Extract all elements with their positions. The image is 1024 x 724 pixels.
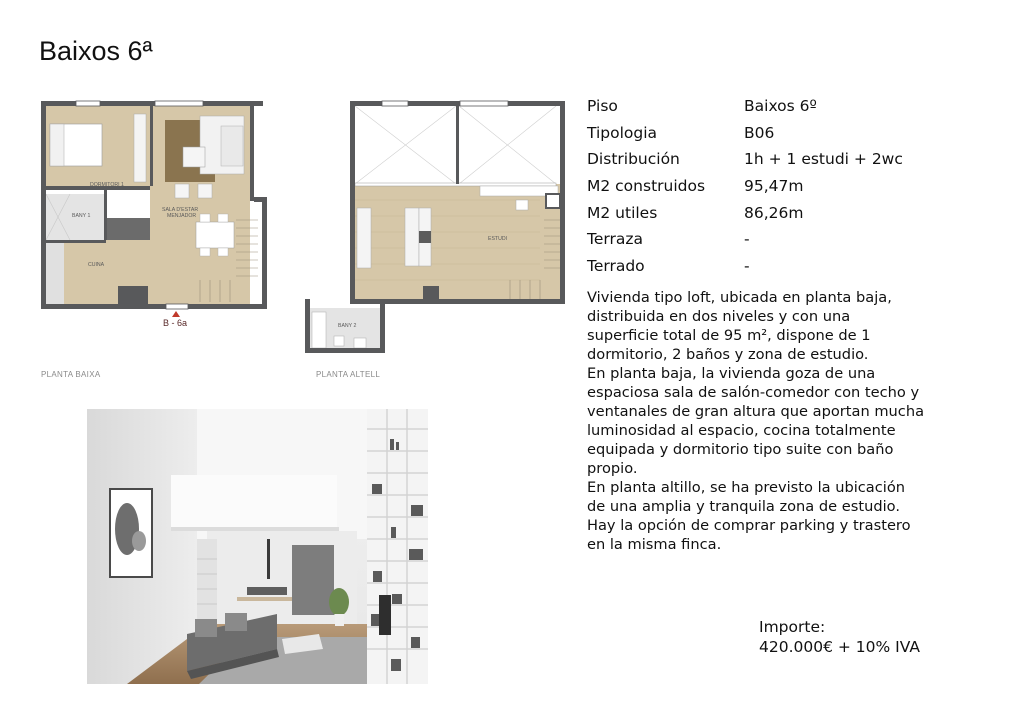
spec-row-distribucion	[587, 146, 967, 173]
spec-row-m2-construidos	[587, 173, 967, 200]
room-label-sala: SALA D'ESTAR	[162, 207, 199, 213]
description-line: distribuida en dos niveles y con una	[587, 308, 851, 325]
description-line: luminosidad al espacio, cocina totalmente	[587, 422, 896, 439]
spec-label: Piso	[587, 97, 618, 116]
interior-render	[87, 409, 428, 684]
mezzanine-plan	[305, 101, 565, 353]
description-line: propio.	[587, 460, 638, 477]
spec-row-terrado	[587, 253, 967, 280]
description-line: En planta altillo, se ha previsto la ubicación	[587, 479, 905, 496]
spec-value: -	[744, 230, 750, 249]
description-line: En planta baja, la vivienda goza de una	[587, 365, 876, 382]
price-label: Importe:	[759, 618, 826, 636]
price-value: 420.000€ + 10% IVA	[759, 638, 920, 656]
spec-value: 86,26m	[744, 203, 804, 222]
description-line: equipada y dormitorio tipo suite con baño	[587, 441, 894, 458]
price-block	[759, 617, 920, 657]
spec-label: Terraza	[587, 230, 643, 249]
description-line: de una amplia y tranquila zona de estudio.	[587, 498, 900, 515]
spec-row-m2-utiles	[587, 199, 967, 226]
unit-marker-arrow	[172, 311, 180, 317]
room-label-bany1: BANY 1	[72, 213, 91, 219]
spec-value: 1h + 1 estudi + 2wc	[744, 150, 903, 169]
room-label-dormitori: DORMITORI 1	[90, 182, 124, 188]
room-label-bany2: BANY 2	[338, 323, 357, 329]
description-line: Vivienda tipo loft, ubicada en planta baja,	[587, 289, 892, 306]
spec-value: Baixos 6º	[744, 97, 817, 116]
spec-value: -	[744, 256, 750, 275]
spec-value: 95,47m	[744, 177, 804, 196]
description-line: dormitorio, 2 baños y zona de estudio.	[587, 346, 869, 363]
page-title: Baixos 6ª	[39, 36, 153, 66]
spec-value: B06	[744, 123, 775, 142]
spec-label: M2 construidos	[587, 177, 706, 196]
spec-label: M2 utiles	[587, 203, 658, 222]
room-label-cuina: CUINA	[88, 262, 105, 268]
description	[587, 288, 967, 554]
unit-marker-label: B - 6a	[163, 318, 188, 328]
floor-plans	[0, 90, 580, 390]
mezzanine-caption: PLANTA ALTELL	[316, 370, 381, 379]
spec-row-terraza	[587, 226, 967, 253]
room-label-menjador: MENJADOR	[167, 213, 197, 219]
room-label-estudi: ESTUDI	[488, 236, 508, 242]
description-line: espaciosa sala de salón-comedor con techo y	[587, 384, 920, 401]
spec-row-tipologia	[587, 120, 967, 147]
spec-label: Terrado	[587, 256, 645, 275]
description-line: superficie total de 95 m², dispone de 1	[587, 327, 871, 344]
description-line: Hay la opción de comprar parking y trastero	[587, 517, 911, 534]
ground-floor-plan	[41, 101, 267, 328]
spec-row-piso	[587, 93, 967, 120]
spec-label: Distribución	[587, 150, 680, 169]
ground-floor-caption: PLANTA BAIXA	[41, 370, 101, 379]
description-line: ventanales de gran altura que aportan mucha	[587, 403, 925, 420]
spec-label: Tipologia	[587, 123, 658, 142]
description-line: en la misma finca.	[587, 536, 722, 553]
spec-table	[587, 93, 967, 279]
interior-render-image	[87, 409, 428, 684]
